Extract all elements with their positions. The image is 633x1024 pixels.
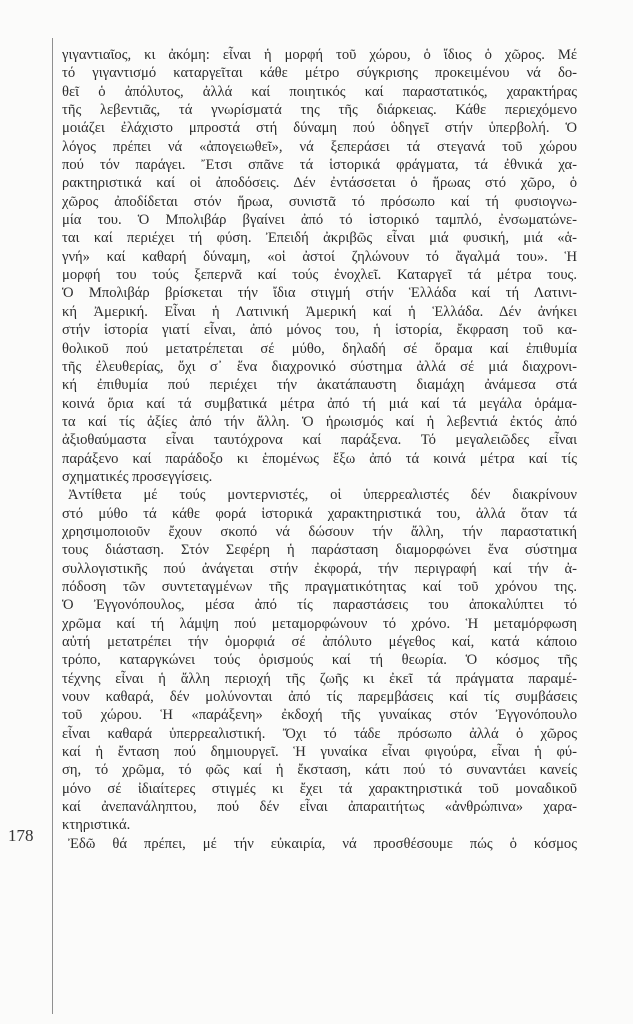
text-line: ται καί περιέχει τή φύση. Ἐπειδή ἀκριβῶς εἶναι μιά φυσική, μιά «ἁ-: [62, 230, 577, 247]
margin-rule: [52, 38, 53, 1014]
text-line: σχηματικές προσεγγίσεις.: [62, 468, 213, 485]
text-line: Ἀντίθετα μέ τούς μοντερνιστές, οἱ ὑπερρεαλιστές δέν διακρίνουν: [68, 487, 577, 504]
text-line: τό γιγαντισμό καταργεῖται κάθε μέτρο σύγκρισης προκειμένου νά δο-: [62, 65, 577, 82]
text-line: θεῖ ὁ ἀπόλυτος, ἀλλά καί ποιητικός καί παραστατικός, χαρακτήρας: [62, 83, 577, 100]
text-line: τοῦ χώρου. Ἡ «παράξενη» ἐκδοχή τῆς γυναίκας στόν Ἐγγονόπουλο: [62, 707, 577, 724]
text-line: στό μύθο τά κάθε φορά ἱστορικά χαρακτηριστικά του, ἀλλά ὅταν τά: [62, 505, 577, 522]
text-line: γνή» καί καθαρή δύναμη, «οἱ ἀστοί ζηλώνουν τό ἄγαλμά του». Ἡ: [62, 248, 577, 265]
text-line: τους διάσταση. Στόν Σεφέρη ἡ παράσταση διαμορφώνει ἕνα σύστημα: [62, 542, 577, 559]
text-line: κτηριστικά.: [62, 817, 131, 834]
text-line: Ἐδῶ θά πρέπει, μέ τήν εὐκαιρία, νά προσθέσουμε πώς ὁ κόσμος: [68, 835, 577, 852]
text-line: Ὁ Ἐγγονόπουλος, μέσα ἀπό τίς παραστάσεις του ἀποκαλύπτει τό: [62, 597, 577, 614]
text-line: νουν καθαρά, δέν μολύνονται ἀπό τίς παρεμβάσεις καί τίς συμβάσεις: [62, 689, 577, 706]
text-line: παράξενο καί παράδοξο κι ἑπομένως ἔξω ἀπό τά κοινά μέτρα καί τίς: [62, 450, 577, 467]
text-line: χρῶμα καί τή λάμψη πού μεταμορφώνουν τό χρόνο. Ἡ μεταμόρφωση: [62, 615, 577, 632]
text-line: μοιάζει ἐλάχιστο μπροστά στή δύναμη πού ὁδηγεῖ στήν ὑπερβολή. Ὁ: [62, 120, 577, 137]
text-line: χρησιμοποιοῦν ἔχουν σκοπό νά δώσουν τήν ἄλλη, τήν παραστατική: [62, 523, 577, 540]
text-line: μορφή του τούς ξεπερνᾶ καί τούς ἐνοχλεῖ. Καταργεῖ τά μέτρα τους.: [62, 267, 577, 284]
text-line: ρακτηριστικά καί οἱ ἀποδόσεις. Δέν ἐντάσσεται ὁ ἥρωας στό χῶρο, ὁ: [62, 175, 577, 192]
text-line: Ὁ Μπολιβάρ βρίσκεται τήν ἴδια στιγμή στήν Ἑλλάδα καί τή Λατινι-: [62, 285, 577, 302]
text-line: κή Ἀμερική. Εἶναι ἡ Λατινική Ἀμερική καί ἡ Ἑλλάδα. Δέν ἀνήκει: [62, 303, 577, 320]
text-line: ση, τό χρῶμα, τό φῶς καί ἡ ἔκσταση, κάτι πού τό συναντάει κανείς: [62, 762, 577, 779]
text-line: λόγος πρέπει νά «ἀπογειωθεῖ», νά ξεπεράσει τά στεγανά τοῦ χώρου: [62, 138, 577, 155]
text-line: γιγαντιαῖος, κι ἀκόμη: εἶναι ἡ μορφή τοῦ χώρου, ὁ ἴδιος ὁ χῶρος. Μέ: [62, 47, 577, 63]
text-line: χῶρος ἀποδίδεται στόν ἥρωα, συνιστᾶ τό πρόσωπο καί τή φυσιογνω-: [62, 193, 577, 210]
text-line: κοινά ὅρια καί τά συμβατικά μέτρα ἀπό τή μιά καί τά μεγάλα ὁράμα-: [62, 395, 577, 412]
text-line: στήν ἱστορία γιατί εἶναι, ἀπό μόνος του, ἡ ἱστορία, ἔκφραση τοῦ κα-: [62, 322, 577, 339]
text-line: πόδοση τῶν συντεταγμένων τῆς πραγματικότητας καί τοῦ χρόνου της.: [62, 578, 577, 595]
page-number: 178: [8, 826, 34, 845]
text-line: εἶναι καθαρά ὑπερρεαλιστική. Ὄχι τό τάδε πρόσωπο ἀλλά ὁ χῶρος: [62, 725, 577, 742]
text-line: τρόπο, καταργκώνει τούς ὁρισμούς καί τή θεωρία. Ὁ κόσμος τῆς: [62, 652, 577, 669]
text-line: καί ἡ ἔνταση πού δημιουργεῖ. Ἡ γυναίκα εἶναι φιγούρα, εἶναι ἡ φύ-: [62, 744, 577, 761]
text-line: κή ἐπιθυμία πού περιέχει τήν ἀκατάπαυστη διαμάχη ἀνάμεσα στά: [62, 377, 577, 394]
text-line: τῆς λεβεντιᾶς, τά γνωρίσματά της τῆς διάρκειας. Κάθε περιεχόμενο: [62, 102, 577, 119]
text-line: αὐτή μετατρέπει τήν ὁμορφιά σέ ἀπόλυτο μέγεθος καί, κατά κάποιο: [62, 634, 577, 650]
text-line: καί ἀνεπανάληπτου, πού δέν εἶναι ἀπαραιτήτως «ἀνθρώπινα» χαρα-: [62, 799, 577, 816]
text-line: τῆς ἐλευθερίας, ὄχι σ᾽ ἕνα διαχρονικό σύστημα ἀλλά σέ μιά διαχρονι-: [62, 358, 577, 375]
text-line: ἀξιοθαύμαστα εἶναι ταυτόχρονα καί παράξενα. Τό μεγαλειῶδες εἶναι: [62, 432, 577, 449]
body-text: [62, 46, 577, 853]
text-line: πού τόν παράγει. Ἔτσι σπᾶνε τά ἱστορικά φράγματα, τά ἐθνικά χα-: [62, 157, 577, 174]
text-line: μία του. Ὁ Μπολιβάρ βγαίνει ἀπό τό ἱστορικό ταμπλό, ἐνσωματώνε-: [62, 212, 577, 229]
text-line: τέχνης εἶναι ἡ ἄλλη περιοχή τῆς ζωῆς κι ἐκεῖ τά πράγματα παραμέ-: [62, 670, 577, 687]
text-line: θολικοῦ πού μετατρέπεται σέ μύθο, δηλαδή σέ ὅραμα καί ἐπιθυμία: [62, 340, 577, 357]
text-line: μόνο σέ ἰδιαίτερες στιγμές κι ἔχει τά χαρακτηριστικά τοῦ μοναδικοῦ: [62, 780, 577, 797]
text-line: συλλογιστικῆς πού ἀνάγεται στήν ἐκφορά, τήν περιγραφή καί τήν ἀ-: [62, 560, 577, 577]
text-line: τα καί τίς ἀξίες ἀπό τήν ἄλλη. Ὁ ἡρωισμός καί ἡ λεβεντιά ἐκτός ἀπό: [62, 413, 577, 430]
